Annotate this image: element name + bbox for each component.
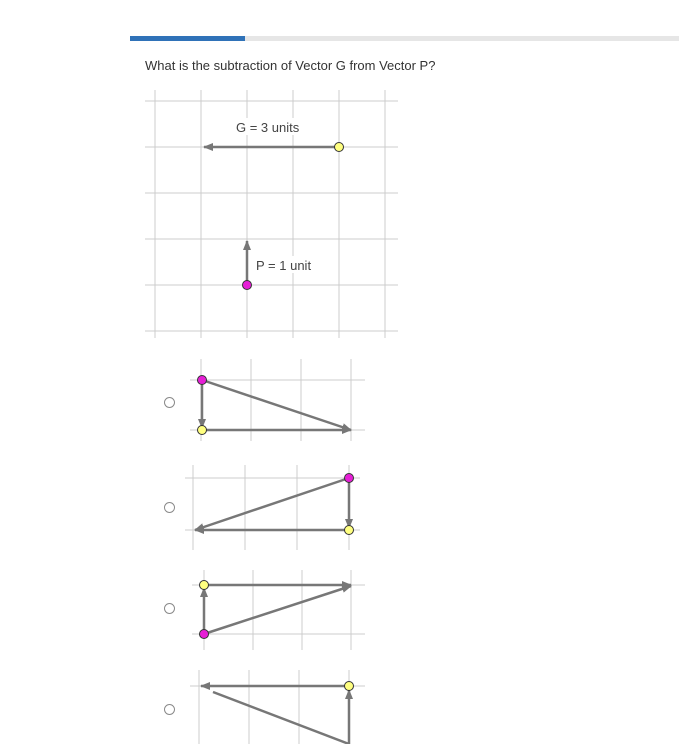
option-a-radio[interactable] bbox=[164, 397, 175, 408]
vector-g-label: G = 3 units bbox=[236, 120, 300, 135]
question-figure bbox=[145, 90, 398, 338]
option-b-figure bbox=[185, 465, 360, 550]
option-c-figure bbox=[192, 570, 365, 650]
option-d-figure bbox=[190, 670, 365, 744]
option-a-figure bbox=[190, 359, 365, 441]
vector-g-tail-point bbox=[335, 143, 344, 152]
option-d-radio[interactable] bbox=[164, 704, 175, 715]
option-b-radio[interactable] bbox=[164, 502, 175, 513]
option-c-radio[interactable] bbox=[164, 603, 175, 614]
vector-p-tail-point bbox=[243, 281, 252, 290]
vector-p-label: P = 1 unit bbox=[256, 258, 312, 273]
question-text: What is the subtraction of Vector G from Vector P? bbox=[145, 58, 436, 73]
